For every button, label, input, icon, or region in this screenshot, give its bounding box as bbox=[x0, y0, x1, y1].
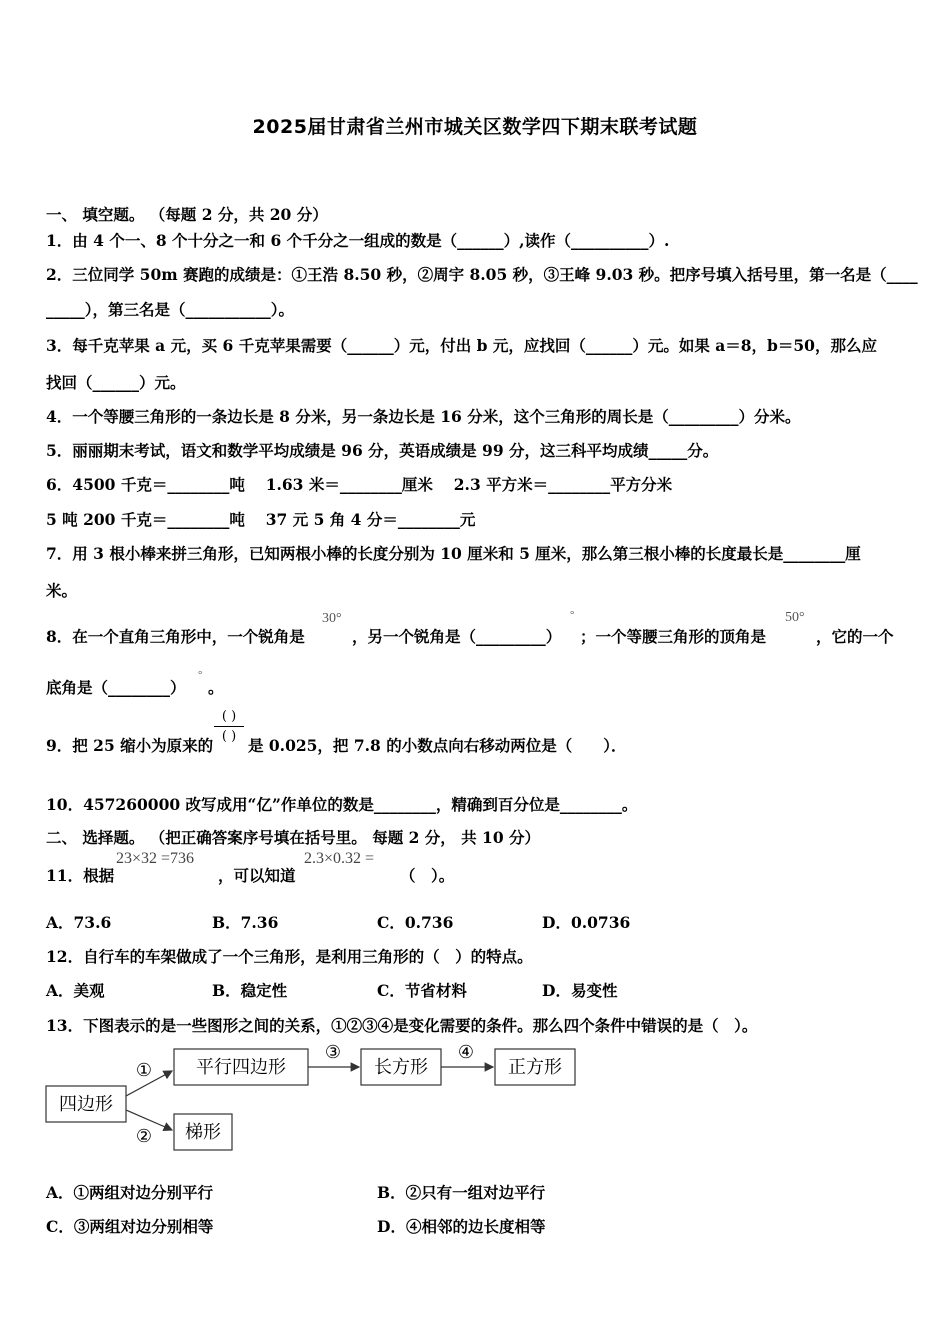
q12-option-b: B．稳定性 bbox=[212, 981, 288, 1000]
degree-symbol-2: ° bbox=[198, 669, 203, 681]
label-square: 正方形 bbox=[508, 1057, 562, 1078]
condition-1: ① bbox=[135, 1060, 153, 1081]
q13-option-c: C．③两组对边分别相等 bbox=[46, 1217, 214, 1236]
equation-2: 2.3×0.32 = bbox=[304, 850, 375, 867]
label-quadrilateral: 四边形 bbox=[59, 1094, 113, 1115]
condition-4: ④ bbox=[457, 1042, 475, 1063]
q13-option-b: B．②只有一组对边平行 bbox=[377, 1183, 546, 1202]
question-11-part-1: 11．根据 bbox=[46, 866, 115, 885]
question-8-part-2: ，另一个锐角是（_________） bbox=[352, 627, 562, 646]
angle-50: 50° bbox=[785, 610, 805, 625]
label-trapezoid: 梯形 bbox=[185, 1122, 221, 1143]
question-8-line-2: 底角是（________） bbox=[46, 678, 186, 697]
angle-30: 30° bbox=[322, 611, 342, 626]
question-12: 12．自行车的车架做成了一个三角形，是利用三角形的（ ）的特点。 bbox=[46, 947, 533, 966]
condition-2: ② bbox=[135, 1126, 153, 1147]
question-3-line-2: 找回（______）元。 bbox=[46, 373, 186, 392]
section-1-heading: 一、 填空题。 （每题 2 分，共 20 分） bbox=[46, 205, 328, 224]
fraction bbox=[214, 709, 244, 744]
question-2-line-1: 2．三位同学 50m 赛跑的成绩是：①王浩 8.50 秒，②周宇 8.05 秒，③王峰 9.03 秒。把序号填入括号里，第一名是（____ bbox=[46, 265, 918, 284]
question-8-end: 。 bbox=[208, 678, 224, 697]
fraction-numerator: ( ) bbox=[221, 709, 237, 724]
question-9-part-1: 9．把 25 缩小为原来的 bbox=[46, 736, 214, 755]
q12-option-a: A．美观 bbox=[46, 981, 105, 1000]
question-7-line-2: 米。 bbox=[46, 581, 78, 600]
question-1: 1．由 4 个一、8 个十分之一和 6 个千分之一组成的数是（______）,读作（__________）. bbox=[46, 231, 670, 250]
label-parallelogram: 平行四边形 bbox=[196, 1057, 286, 1078]
fraction-bar bbox=[214, 726, 244, 727]
page-title: 2025届甘肃省兰州市城关区数学四下期末联考试题 bbox=[252, 116, 698, 138]
q11-option-a: A．73.6 bbox=[46, 913, 112, 932]
q11-option-c: C．0.736 bbox=[377, 913, 454, 932]
shape-relation-diagram bbox=[40, 1038, 600, 1158]
question-10: 10．457260000 改写成用“亿”作单位的数是________，精确到百分位是________。 bbox=[46, 795, 638, 814]
q11-option-b: B．7.36 bbox=[212, 913, 279, 932]
question-6-line-2: 5 吨 200 千克＝________吨 37 元 5 角 4 分＝________元 bbox=[46, 510, 476, 529]
equation-1: 23×32 =736 bbox=[116, 850, 195, 867]
question-8-part-1: 8．在一个直角三角形中，一个锐角是 bbox=[46, 627, 305, 646]
q13-option-d: D．④相邻的边长度相等 bbox=[377, 1217, 546, 1236]
q12-option-d: D．易变性 bbox=[542, 981, 618, 1000]
question-8-part-3: ；一个等腰三角形的顶角是 bbox=[580, 627, 767, 646]
section-2-heading: 二、 选择题。 （把正确答案序号填在括号里。 每题 2 分， 共 10 分） bbox=[46, 828, 541, 847]
q13-option-a: A．①两组对边分别平行 bbox=[46, 1183, 214, 1202]
question-7-line-1: 7．用 3 根小棒来拼三角形，已知两根小棒的长度分别为 10 厘米和 5 厘米，那么第三根小棒的长度最长是________厘 bbox=[46, 544, 861, 563]
question-11-part-3: （ ）。 bbox=[400, 866, 455, 885]
q12-option-c: C．节省材料 bbox=[377, 981, 467, 1000]
question-8-part-4: ，它的一个 bbox=[816, 627, 894, 646]
label-rectangle: 长方形 bbox=[374, 1057, 428, 1078]
question-3-line-1: 3．每千克苹果 a 元，买 6 千克苹果需要（______）元，付出 b 元，应找回（______）元。如果 a＝8，b＝50，那么应 bbox=[46, 336, 877, 355]
degree-symbol: ° bbox=[570, 609, 575, 621]
question-2-line-2: _____），第三名是（___________）。 bbox=[46, 300, 295, 319]
question-5: 5．丽丽期末考试，语文和数学平均成绩是 96 分，英语成绩是 99 分，这三科平均成绩_____分。 bbox=[46, 441, 719, 460]
condition-3: ③ bbox=[324, 1042, 342, 1063]
question-11-part-2: ，可以知道 bbox=[218, 866, 296, 885]
fraction-denominator: ( ) bbox=[221, 729, 237, 744]
question-4: 4．一个等腰三角形的一条边长是 8 分米，另一条边长是 16 分米，这个三角形的周长是（_________）分米。 bbox=[46, 407, 801, 426]
question-13: 13．下图表示的是一些图形之间的关系，①②③④是变化需要的条件。那么四个条件中错误的是（ ）。 bbox=[46, 1016, 758, 1035]
question-6-line-1: 6．4500 千克＝________吨 1.63 米＝________厘米 2.3 平方米＝________平方分米 bbox=[46, 475, 673, 494]
question-9-part-2: 是 0.025，把 7.8 的小数点向右移动两位是（ ）． bbox=[248, 736, 627, 755]
q11-option-d: D．0.0736 bbox=[542, 913, 631, 932]
